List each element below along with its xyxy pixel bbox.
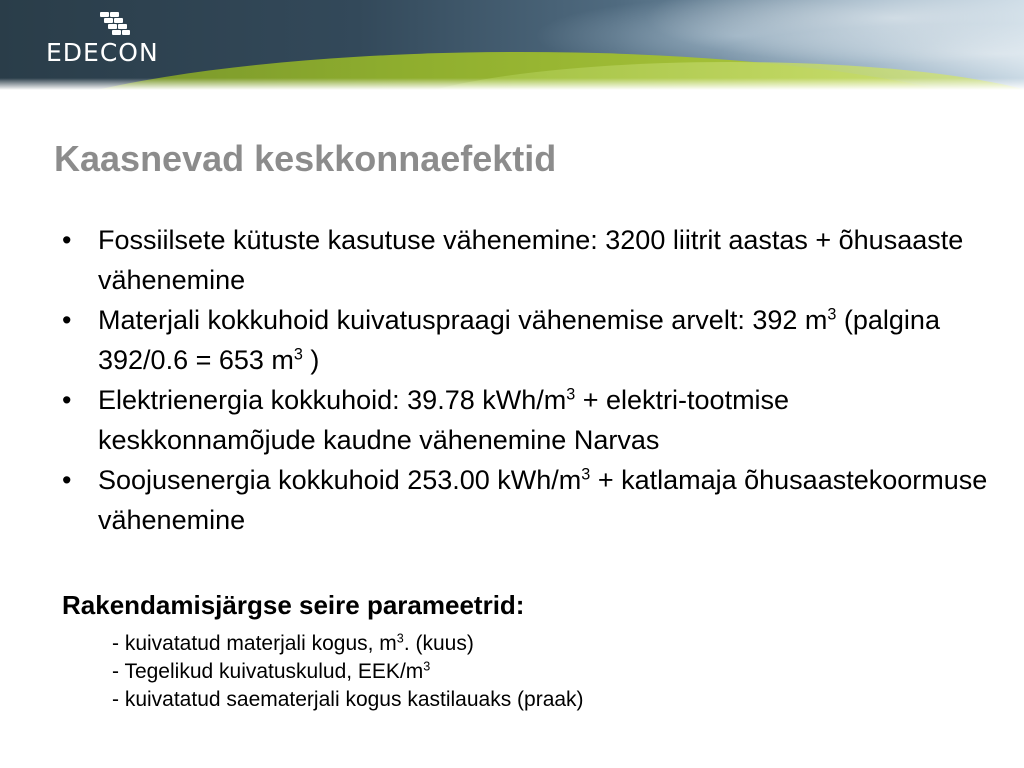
- bullet-text: Fossiilsete kütuste kasutuse vähenemine: 3200 liitrit aastas + õhusaaste vähenemine: [98, 225, 964, 295]
- superscript: 3: [827, 305, 837, 324]
- bullet-item: [62, 220, 992, 300]
- superscript: 3: [566, 385, 576, 404]
- edecon-logo: [46, 12, 166, 68]
- bullet-text: + katlamaja õhusaastekoormuse vähenemine: [98, 465, 988, 535]
- bullet-text: Materjali kokkuhoid kuivatuspraagi vähenemise arvelt: 392 m: [98, 305, 828, 335]
- bullet-text: ): [302, 345, 320, 375]
- slide-title: Kaasnevad keskkonnaefektid: [54, 138, 557, 179]
- params-list: [112, 630, 584, 714]
- params-item: [112, 630, 584, 658]
- logo-text: EDECON: [46, 38, 159, 67]
- params-text: - kuivatatud materjali kogus, m: [112, 632, 397, 655]
- bullet-item: [62, 300, 992, 380]
- superscript: 3: [396, 631, 404, 646]
- bullet-text: + elektri-tootmise keskkonnamõjude kaudne vähenemine Narvas: [98, 385, 790, 455]
- superscript: 3: [581, 465, 591, 484]
- superscript: 3: [293, 345, 303, 364]
- brick-wall-icon: [100, 12, 130, 36]
- bullet-list: [62, 220, 992, 540]
- bullet-text: Soojusenergia kokkuhoid 253.00 kWh/m: [98, 465, 582, 495]
- banner-fade: [0, 78, 1024, 90]
- bullet-text: (palgina 392/0.6 = 653 m: [98, 305, 940, 375]
- params-item: [112, 658, 584, 686]
- bullet-text: Elektrienergia kokkuhoid: 39.78 kWh/m: [98, 385, 567, 415]
- header-banner: [0, 0, 1024, 90]
- params-text: - kuivatatud saematerjali kogus kastilauaks (praak): [112, 688, 584, 711]
- params-text: - Tegelikud kuivatuskulud, EEK/m: [112, 660, 424, 683]
- params-heading: Rakendamisjärgse seire parameetrid:: [62, 590, 525, 620]
- params-text: . (kuus): [403, 632, 474, 655]
- superscript: 3: [423, 659, 431, 674]
- params-item: [112, 686, 584, 714]
- bullet-item: [62, 380, 992, 460]
- bullet-item: [62, 460, 992, 540]
